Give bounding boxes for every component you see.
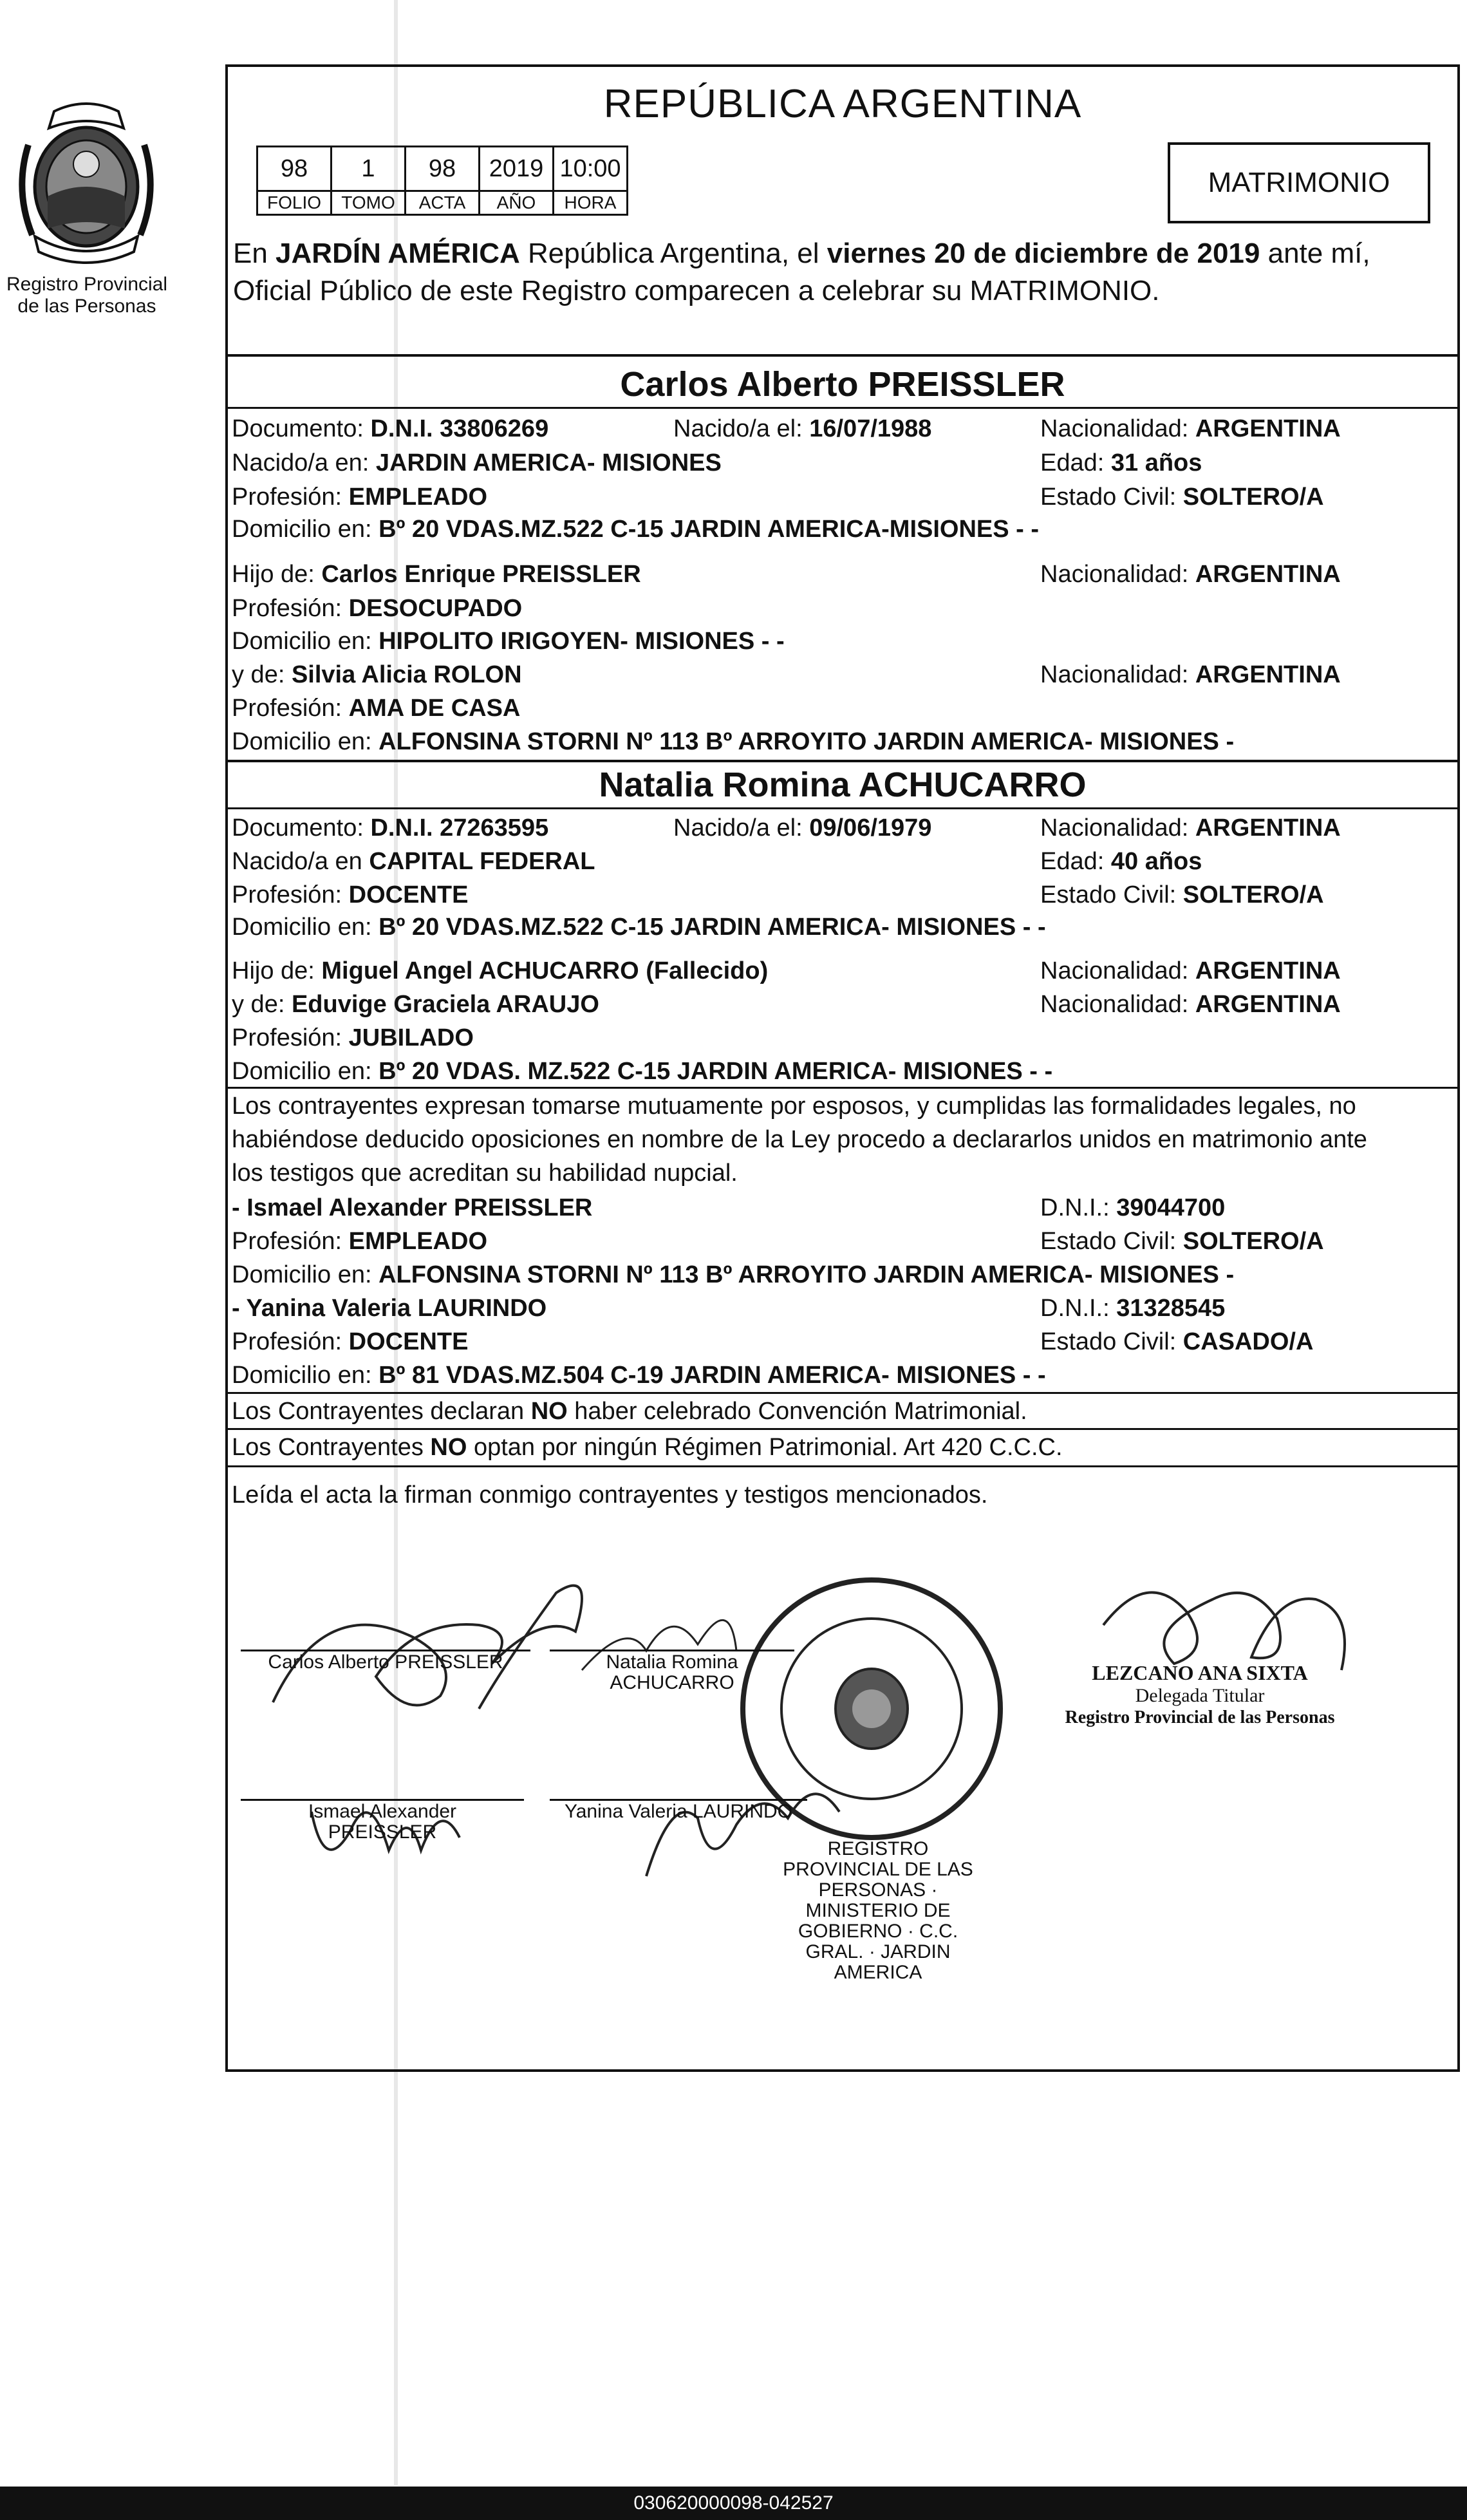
divider: [228, 760, 1457, 762]
witness-1-dni: D.N.I.: 39044700: [1040, 1194, 1226, 1221]
divider: [228, 354, 1457, 357]
witness-1-name: - Ismael Alexander PREISSLER: [232, 1194, 593, 1221]
regime-statement: Los Contrayentes NO optan por ningún Régimen Patrimonial. Art 420 C.C.C.: [232, 1434, 1063, 1461]
official-name: LEZCANO ANA SIXTA: [1092, 1661, 1308, 1684]
spouse-1-profession: Profesión: EMPLEADO: [232, 484, 488, 511]
registry-caption: Registro Provincial de las Personas: [6, 274, 168, 317]
spouse-2-name: Natalia Romina ACHUCARRO: [599, 766, 1087, 804]
spouse-1-father-address: Domicilio en: HIPOLITO IRIGOYEN- MISIONES - -: [232, 628, 785, 655]
spouse-2-address: Domicilio en: Bº 20 VDAS.MZ.522 C-15 JARDIN AMERICA- MISIONES - -: [232, 914, 1046, 941]
spouse-2-mother: y de: Eduvige Graciela ARAUJO: [232, 991, 599, 1018]
spouse-1-mother-profession: Profesión: AMA DE CASA: [232, 695, 521, 722]
declaration-line-1: Los contrayentes expresan tomarse mutuamente por esposos, y cumplidas las formalidades legales, no: [232, 1093, 1356, 1120]
witness-2-dni: D.N.I.: 31328545: [1040, 1295, 1226, 1322]
spouse-2-profession: Profesión: DOCENTE: [232, 881, 469, 908]
closing-statement: Leída el acta la firman conmigo contrayentes y testigos mencionados.: [232, 1481, 988, 1509]
spouse-1-age: Edad: 31 años: [1040, 449, 1202, 476]
witness-2-name: - Yanina Valeria LAURINDO: [232, 1295, 547, 1322]
official-role: Delegada Titular: [1135, 1685, 1265, 1706]
signature-witness-1: Ismael Alexander PREISSLER: [308, 1801, 457, 1843]
spouse-2-father: Hijo de: Miguel Angel ACHUCARRO (Fallecido): [232, 957, 769, 984]
witness-2-profession: Profesión: DOCENTE: [232, 1328, 469, 1355]
divider: [228, 407, 1457, 409]
declaration-line-3: los testigos que acreditan su habilidad nupcial.: [232, 1160, 738, 1187]
acta-label: ACTA: [406, 191, 480, 215]
convention-statement: Los Contrayentes declaran NO haber celebrado Convención Matrimonial.: [232, 1398, 1027, 1425]
spouse-1-mother: y de: Silvia Alicia ROLON: [232, 661, 522, 688]
signature-spouse-2: Natalia Romina ACHUCARRO: [606, 1651, 738, 1693]
spouse-2-father-nationality: Nacionalidad: ARGENTINA: [1040, 957, 1341, 984]
hour-value: 10:00: [554, 147, 628, 191]
spouse-1-mother-nationality: Nacionalidad: ARGENTINA: [1040, 661, 1341, 688]
witness-1-profession: Profesión: EMPLEADO: [232, 1228, 488, 1255]
witness-1-civil-status: Estado Civil: SOLTERO/A: [1040, 1228, 1324, 1255]
spouse-2-parents-address: Domicilio en: Bº 20 VDAS. MZ.522 C-15 JARDIN AMERICA- MISIONES - -: [232, 1058, 1053, 1085]
spouse-2-parents-profession: Profesión: JUBILADO: [232, 1024, 474, 1051]
country-title: REPÚBLICA ARGENTINA: [603, 82, 1082, 126]
divider: [228, 1465, 1457, 1467]
spouse-2-nationality: Nacionalidad: ARGENTINA: [1040, 814, 1341, 842]
divider: [228, 1428, 1457, 1430]
spouse-1-nationality: Nacionalidad: ARGENTINA: [1040, 415, 1341, 442]
spouse-1-mother-address: Domicilio en: ALFONSINA STORNI Nº 113 Bº ARROYITO JARDIN AMERICA- MISIONES -: [232, 728, 1235, 755]
spouse-1-father-profession: Profesión: DESOCUPADO: [232, 595, 523, 622]
declaration-line-2: habiéndose deducido oposiciones en nombre de la Ley procedo a declararlos unidos en matrimonio ante: [232, 1126, 1367, 1153]
tomo-value: 1: [332, 147, 406, 191]
footer-code: 030620000098-042527: [0, 2487, 1467, 2520]
spouse-1-father: Hijo de: Carlos Enrique PREISSLER: [232, 561, 641, 588]
spouse-2-civil-status: Estado Civil: SOLTERO/A: [1040, 881, 1324, 908]
act-type-box: MATRIMONIO: [1168, 142, 1430, 223]
acta-value: 98: [406, 147, 480, 191]
spouse-1-birth-date: Nacido/a el: 16/07/1988: [673, 415, 932, 442]
spouse-1-father-nationality: Nacionalidad: ARGENTINA: [1040, 561, 1341, 588]
spouse-1-address: Domicilio en: Bº 20 VDAS.MZ.522 C-15 JARDIN AMERICA-MISIONES - -: [232, 516, 1040, 543]
signature-witness-2: Yanina Valeria LAURINDO: [564, 1801, 793, 1822]
divider: [228, 807, 1457, 809]
spouse-1-document: Documento: D.N.I. 33806269: [232, 415, 549, 442]
provincial-crest-icon: [9, 100, 164, 267]
spouse-2-birthplace: Nacido/a en CAPITAL FEDERAL: [232, 848, 595, 875]
intro-line-2: Oficial Público de este Registro comparecen a celebrar su MATRIMONIO.: [233, 275, 1160, 306]
hour-label: HORA: [554, 191, 628, 215]
reference-table: [256, 146, 628, 216]
year-label: AÑO: [480, 191, 554, 215]
spouse-1-name: Carlos Alberto PREISSLER: [620, 365, 1065, 404]
spouse-2-age: Edad: 40 años: [1040, 848, 1202, 875]
official-office: Registro Provincial de las Personas: [1065, 1707, 1335, 1727]
witness-2-address: Domicilio en: Bº 81 VDAS.MZ.504 C-19 JARDIN AMERICA- MISIONES - -: [232, 1362, 1046, 1389]
signature-spouse-1: Carlos Alberto PREISSLER: [268, 1651, 503, 1673]
marriage-certificate: [225, 64, 1460, 2072]
intro-line-1: En JARDÍN AMÉRICA República Argentina, el viernes 20 de diciembre de 2019 ante mí,: [233, 238, 1370, 269]
divider: [228, 1392, 1457, 1394]
spouse-1-civil-status: Estado Civil: SOLTERO/A: [1040, 484, 1324, 511]
year-value: 2019: [480, 147, 554, 191]
spouse-2-document: Documento: D.N.I. 27263595: [232, 814, 549, 842]
witness-2-civil-status: Estado Civil: CASADO/A: [1040, 1328, 1314, 1355]
spouse-2-mother-nationality: Nacionalidad: ARGENTINA: [1040, 991, 1341, 1018]
witness-1-address: Domicilio en: ALFONSINA STORNI Nº 113 Bº ARROYITO JARDIN AMERICA- MISIONES -: [232, 1261, 1235, 1288]
spouse-2-birth-date: Nacido/a el: 09/06/1979: [673, 814, 932, 842]
tomo-label: TOMO: [332, 191, 406, 215]
folio-label: FOLIO: [257, 191, 332, 215]
folio-value: 98: [257, 147, 332, 191]
seal-text: REGISTRO PROVINCIAL DE LAS PERSONAS · MINISTERIO DE GOBIERNO · C.C. GRAL. · JARDIN AMERICA: [783, 1838, 973, 1983]
spouse-1-birthplace: Nacido/a en: JARDIN AMERICA- MISIONES: [232, 449, 722, 476]
divider: [228, 1087, 1457, 1089]
